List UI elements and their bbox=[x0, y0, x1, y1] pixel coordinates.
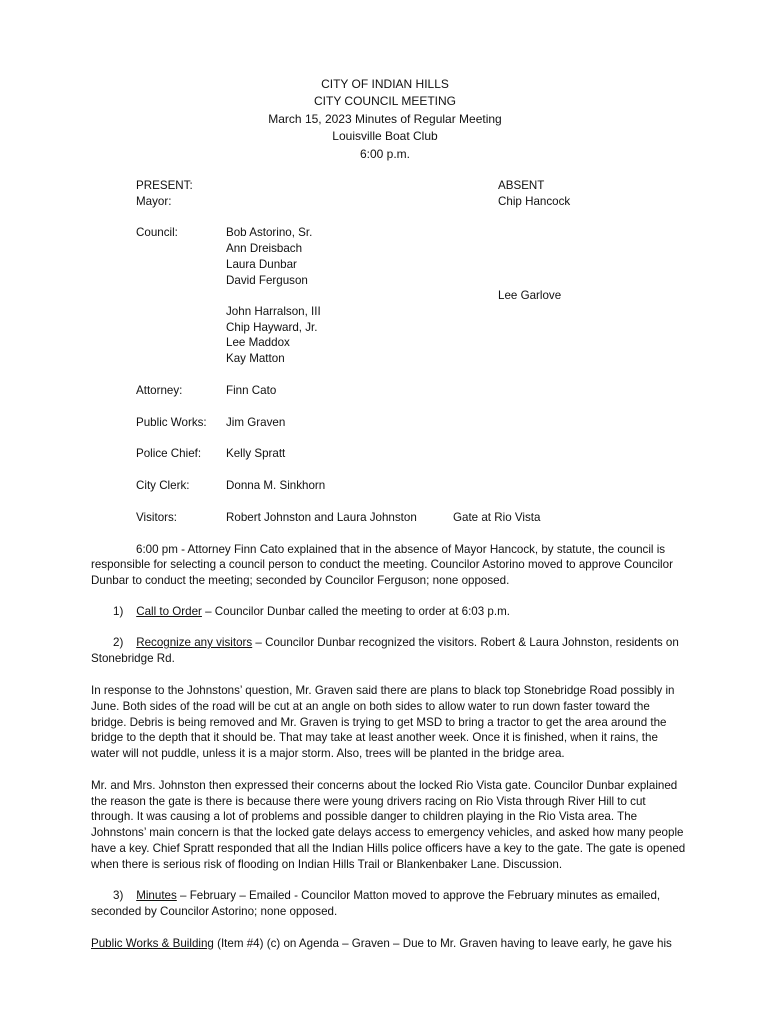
council-member: John Harralson, III bbox=[226, 305, 321, 318]
council-member: David Ferguson bbox=[226, 274, 308, 287]
para-line: when there is serious risk of flooding on Indian Hills Trail or Blankenbaker Lane. Discussion. bbox=[91, 858, 563, 871]
council-member: Lee Maddox bbox=[226, 336, 290, 349]
police-chief-label: Police Chief: bbox=[136, 447, 202, 460]
attorney-label: Attorney: bbox=[136, 384, 183, 397]
visitors-label: Visitors: bbox=[136, 511, 178, 524]
item-1 bbox=[113, 604, 510, 620]
council-label: Council: bbox=[136, 226, 178, 239]
intro-line: 6:00 pm - Attorney Finn Cato explained that in the absence of Mayor Hancock, by statute, the council is bbox=[136, 543, 666, 556]
intro-line: Dunbar to conduct the meeting; seconded by Councilor Ferguson; none opposed. bbox=[91, 574, 510, 587]
item-3 bbox=[113, 888, 660, 904]
para-line: Johnstons’ main concern is that the locked gate delays access to emergency vehicles, and asked how many people bbox=[91, 826, 684, 839]
para-line: June. Both sides of the road will be cut at an angle on both sides to allow water to run down faster toward the bbox=[91, 700, 650, 713]
section-text: (Item #4) (c) on Agenda – Graven – Due to Mr. Graven having to leave early, he gave his bbox=[213, 937, 672, 950]
council-absent: Lee Garlove bbox=[498, 289, 562, 302]
meeting-type: CITY COUNCIL MEETING bbox=[313, 94, 456, 109]
para-line: the reason the gate is there is because there were young drivers racing on Rio Vista through River Hill to cut bbox=[91, 795, 646, 808]
item-title: Recognize any visitors bbox=[136, 636, 253, 649]
item-text: – Councilor Dunbar called the meeting to order at 6:03 p.m. bbox=[201, 605, 510, 618]
item-number: 2) bbox=[113, 636, 124, 649]
public-works-name: Jim Graven bbox=[226, 416, 286, 429]
item-text-continued: Stonebridge Rd. bbox=[91, 652, 175, 665]
council-member: Chip Hayward, Jr. bbox=[226, 321, 318, 334]
present-label: PRESENT: bbox=[136, 179, 193, 192]
intro-line: responsible for selecting a council person to conduct the meeting. Councilor Astorino moved to approve Councilor bbox=[91, 558, 673, 571]
police-chief-name: Kelly Spratt bbox=[226, 447, 286, 460]
meeting-time: 6:00 p.m. bbox=[359, 146, 411, 161]
item-text: – February – Emailed - Councilor Matton moved to approve the February minutes as emailed, bbox=[176, 889, 661, 902]
item-2 bbox=[113, 635, 679, 651]
document-header bbox=[0, 76, 770, 163]
item-title: Call to Order bbox=[136, 605, 202, 618]
mayor-absent: Chip Hancock bbox=[498, 195, 571, 208]
city-clerk-label: City Clerk: bbox=[136, 479, 190, 492]
absent-label: ABSENT bbox=[498, 179, 545, 192]
para-line: through. It was causing a lot of problems and possible danger to children playing in the Rio Vista area. The bbox=[91, 810, 638, 823]
city-name: CITY OF INDIAN HILLS bbox=[321, 77, 449, 91]
council-member: Ann Dreisbach bbox=[226, 242, 303, 255]
visitors-topic: Gate at Rio Vista bbox=[453, 511, 541, 524]
section-title: Public Works & Building bbox=[91, 937, 214, 950]
meeting-location: Louisville Boat Club bbox=[332, 129, 438, 144]
para-line: have a key. Chief Spratt responded that all the Indian Hills police officers have a key to the gate. The gate is opened bbox=[91, 842, 686, 855]
public-works-section bbox=[91, 936, 672, 952]
item-number: 1) bbox=[113, 605, 124, 618]
item-text: – Councilor Dunbar recognized the visitors. Robert & Laura Johnston, residents on bbox=[252, 636, 679, 649]
attorney-name: Finn Cato bbox=[226, 384, 277, 397]
para-line: water will not puddle, unless it is a major storm. Also, trees will be planted in the bridge area. bbox=[91, 747, 565, 760]
public-works-label: Public Works: bbox=[136, 416, 207, 429]
para-line: bridge. Debris is being removed and Mr. Graven is trying to get MSD to bring a tractor to get the area around the bbox=[91, 716, 667, 729]
para-line: bridge to the depth that it should be. That may take at least another week. Once it is finished, when it rains, the bbox=[91, 731, 658, 744]
meeting-date-title: March 15, 2023 Minutes of Regular Meeting bbox=[268, 111, 502, 126]
para-line: Mr. and Mrs. Johnston then expressed their concerns about the locked Rio Vista gate. Councilor Dunbar explained bbox=[91, 779, 678, 792]
council-member: Laura Dunbar bbox=[226, 258, 297, 271]
council-member: Bob Astorino, Sr. bbox=[226, 226, 313, 239]
mayor-label: Mayor: bbox=[136, 195, 172, 208]
item-title: Minutes bbox=[136, 889, 177, 902]
council-member: Kay Matton bbox=[226, 352, 285, 365]
city-clerk-name: Donna M. Sinkhorn bbox=[226, 479, 326, 492]
visitors-names: Robert Johnston and Laura Johnston bbox=[226, 511, 417, 524]
para-line: In response to the Johnstons’ question, Mr. Graven said there are plans to black top Stonebridge Road possibly in bbox=[91, 684, 675, 697]
item-number: 3) bbox=[113, 889, 124, 902]
item-text-continued: seconded by Councilor Astorino; none opposed. bbox=[91, 905, 338, 918]
